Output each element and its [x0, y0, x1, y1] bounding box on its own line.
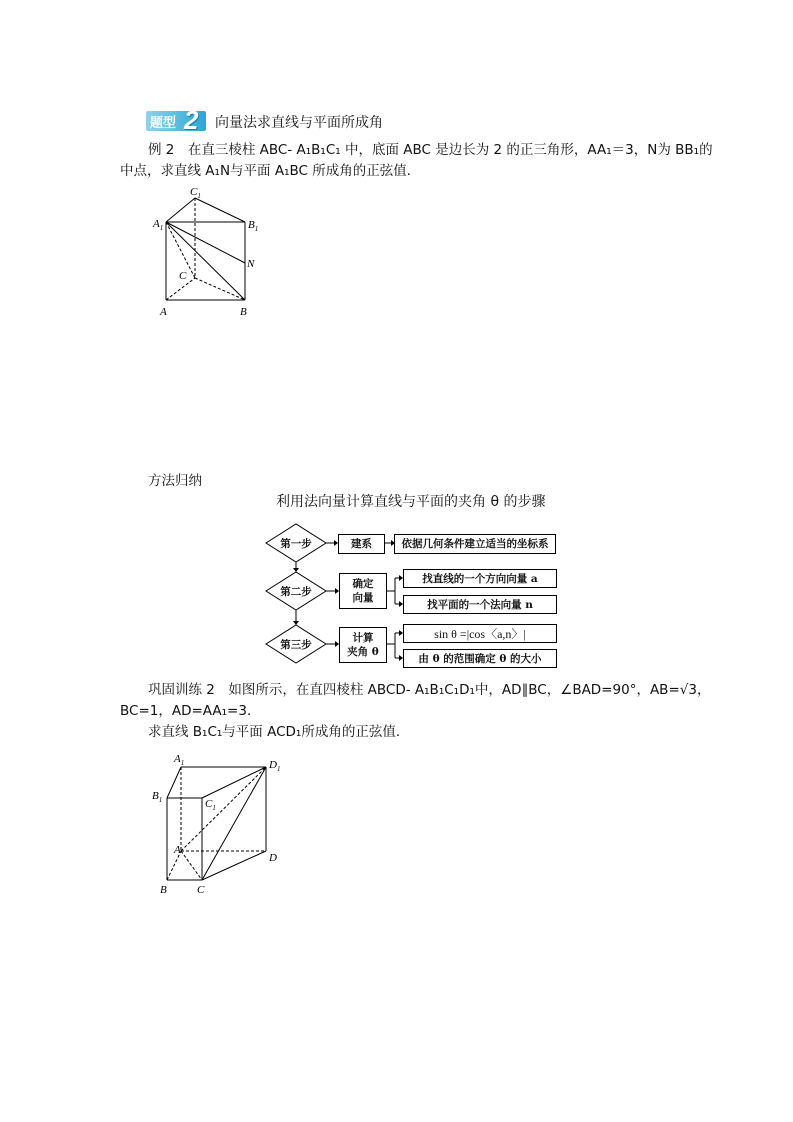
- label-b: B: [240, 306, 247, 318]
- detail-step1: 依据几何条件建立适当的坐标系: [401, 538, 549, 550]
- detail-step2b: 找平面的一个法向量 n: [427, 598, 533, 611]
- action-label-step3-line1: 计算: [352, 632, 374, 644]
- line-cd1: [202, 767, 266, 880]
- step1-label: 第一步: [280, 538, 312, 550]
- example-text-line2: 中点，求直线 A₁N与平面 A₁BC 所成角的正弦值．: [120, 163, 421, 179]
- detail-box-step3b: [403, 649, 557, 668]
- method-heading: 方法归纳: [148, 473, 202, 489]
- exercise-text-line2: BC=1，AD=AA₁=3．: [120, 703, 261, 719]
- action-box-step3: [339, 627, 387, 663]
- exercise-text-line1: 巩固训练 2 如图所示，在直四棱柱 ABCD- A₁B₁C₁D₁中，AD∥BC，∠BAD=90°，AB=√3，: [148, 682, 711, 698]
- action-label-step3-line2: 夹角 θ: [347, 646, 379, 658]
- label-a: A: [174, 844, 181, 856]
- label-c: C: [197, 884, 205, 896]
- label-b1: $B_1$: [248, 219, 259, 233]
- label-c1: $C_1$: [205, 798, 216, 812]
- label-c: C: [179, 270, 187, 282]
- line-ad1: [181, 767, 266, 851]
- action-box-step1: [338, 534, 385, 554]
- badge-label: 题型: [150, 116, 177, 131]
- edge-c1b1: [195, 198, 245, 222]
- label-a1: $A_1$: [174, 753, 185, 767]
- action-label-step2-line1: 确定: [352, 578, 374, 590]
- label-b1: $B_1$: [152, 790, 163, 804]
- example-text-line1: 例 2 在直三棱柱 ABC- A₁B₁C₁ 中，底面 ABC 是边长为 2 的正三角形，AA₁＝3，N为 BB₁的: [148, 142, 713, 158]
- label-b: B: [160, 884, 167, 896]
- section-badge: [146, 105, 206, 135]
- detail-box-step2a: [403, 569, 557, 588]
- label-n: N: [247, 258, 255, 270]
- prism-figure: [150, 183, 270, 323]
- edge-cb: [195, 278, 245, 300]
- line-a1b: [166, 222, 245, 300]
- flowchart-title: 利用法向量计算直线与平面的夹角 θ 的步骤: [276, 494, 546, 510]
- detail-step3b: 由 θ 的范围确定 θ 的大小: [418, 652, 542, 665]
- quad-prism-figure: [150, 750, 290, 898]
- label-a1: $A_1$: [153, 218, 164, 232]
- detail-box-step1: [394, 534, 556, 554]
- edge-cd: [202, 851, 266, 880]
- step2-label: 第二步: [280, 586, 312, 598]
- edge-a1b1: [167, 767, 181, 798]
- edge-c1d1: [202, 767, 266, 798]
- label-a: A: [160, 306, 167, 318]
- label-d: D: [269, 852, 277, 864]
- action-box-step2: [339, 573, 387, 609]
- exercise-text-line3: 求直线 B₁C₁与平面 ACD₁所成角的正弦值．: [148, 724, 410, 740]
- line-a1n: [166, 222, 245, 263]
- action-label-step2-line2: 向量: [352, 592, 374, 604]
- edge-ac: [181, 851, 202, 880]
- detail-box-step3a: [403, 624, 557, 643]
- section-title: 向量法求直线与平面所成角: [215, 115, 383, 131]
- label-c1: $C_1$: [190, 186, 201, 200]
- detail-step3a: sin θ =|cos〈a,n〉|: [434, 626, 526, 641]
- edge-a1c1: [166, 198, 195, 222]
- detail-box-step2b: [403, 595, 557, 614]
- badge-number: 2: [184, 105, 199, 135]
- action-label-step1: 建系: [351, 538, 372, 550]
- step3-label: 第三步: [280, 639, 312, 651]
- label-d1: $D_1$: [269, 759, 281, 773]
- detail-step2a: 找直线的一个方向向量 a: [422, 572, 538, 585]
